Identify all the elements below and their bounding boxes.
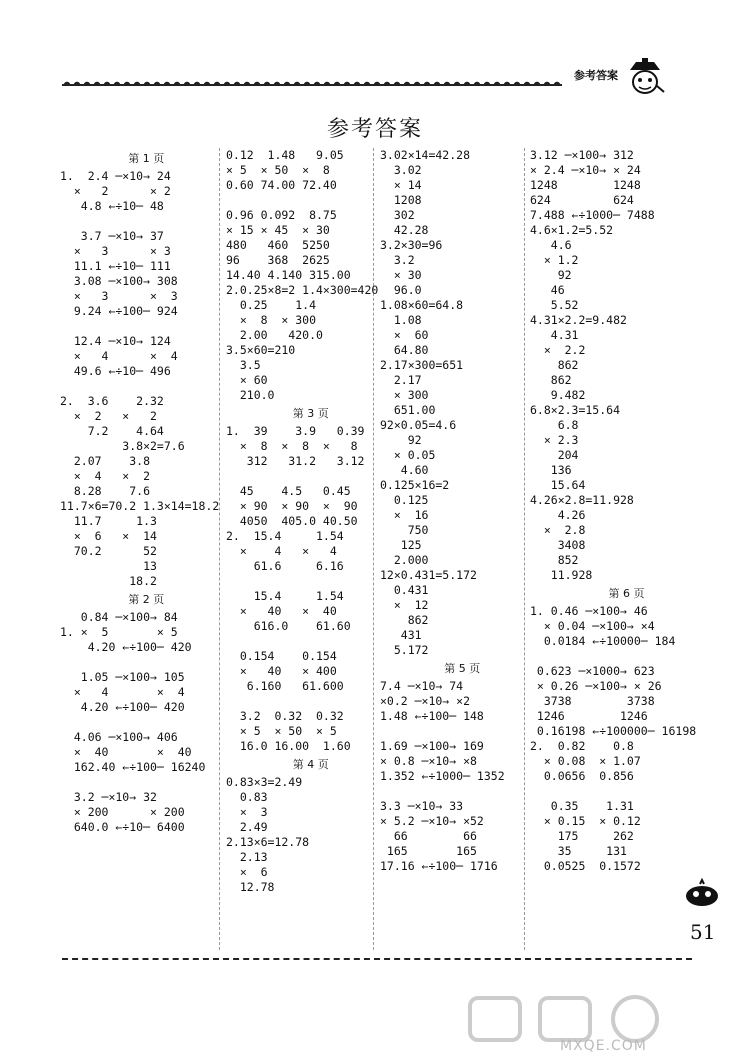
answer-line: 96.0 [380,283,422,297]
answer-line: 1. 2.4 ─×10→ 24 [60,169,171,183]
answer-line: × 0.05 [380,448,436,462]
answer-column-4 [530,148,695,874]
answer-line: 7.2 4.64 [60,424,164,438]
answer-line: 2.07 3.8 [60,454,151,468]
answer-line: × 15 × 45 × 30 [226,223,330,237]
answer-line: 92 [380,433,422,447]
answer-line: × 90 × 90 × 90 [226,499,358,513]
answer-line: 165 165 [380,844,477,858]
answer-line: 651.00 [380,403,436,417]
answer-line: 0.84 ─×100→ 84 [60,610,178,624]
answer-line: 2.49 [226,820,268,834]
answer-line [530,784,695,799]
answer-line: 302 [380,208,415,222]
watermark-text: MXQE.COM [560,1038,647,1054]
answer-line: 616.0 61.60 [226,619,351,633]
answer-line: × 5.2 ─×10→ ×52 [380,814,484,828]
answer-line: × 4 × 2 [60,469,151,483]
answer-line [226,694,371,709]
answer-line: 11.7 1.3 [60,514,157,528]
column-divider [524,148,525,950]
answer-line: 750 [380,523,429,537]
answer-line: × 30 [380,268,422,282]
answer-line: 5.172 [380,643,429,657]
answer-line: 66 66 [380,829,477,843]
answer-line: 1246 1246 [530,709,648,723]
answer-line: 4050 405.0 40.50 [226,514,358,528]
answer-line: × 2.3 [530,433,579,447]
answer-line: × 0.04 ─×100→ ×4 [530,619,655,633]
answer-line: 12×0.431=5.172 [380,568,477,582]
answer-line [226,634,371,649]
answer-line: 46 [530,283,565,297]
page-section-heading: 第 4 页 [268,758,329,771]
answer-line: 4.60 [380,463,429,477]
answer-line: 3738 3738 [530,694,655,708]
answer-line: 12.78 [226,880,275,894]
answer-line: × 12 [380,598,429,612]
answer-line: 0.154 0.154 [226,649,337,663]
answer-line: 480 460 5250 [226,238,330,252]
answer-line: 16.0 16.00 1.60 [226,739,351,753]
answer-line: 0.0525 0.1572 [530,859,641,873]
header-rule [62,84,562,86]
answer-line [60,379,215,394]
answer-line: × 2.4 ─×10→ × 24 [530,163,641,177]
answer-line: 3.2 0.32 0.32 [226,709,344,723]
answer-line: 96 368 2625 [226,253,330,267]
answer-line: 2.0.25×8=2 1.4×300=420 [226,283,379,297]
answer-line: 0.125 [380,493,429,507]
answer-line: 136 [530,463,572,477]
answer-line: 0.125×16=2 [380,478,450,492]
answer-line: 2. 0.82 0.8 [530,739,634,753]
answer-line: 1.08×60=64.8 [380,298,464,312]
answer-line: 0.83×3=2.49 [226,775,303,789]
column-divider [373,148,374,950]
answer-line [530,649,695,664]
answer-column-2 [226,148,379,895]
answer-line [226,469,371,484]
answer-line: × 0.8 ─×10→ ×8 [380,754,477,768]
answer-line: 3.7 ─×10→ 37 [60,229,164,243]
answer-line: 431 [380,628,422,642]
answer-line: 9.482 [530,388,586,402]
answer-line: 3.8×2=7.6 [60,439,185,453]
answer-line: × 300 [380,388,429,402]
answer-line: 3.2×30=96 [380,238,443,252]
answer-line: 4.20 ←÷100─ 420 [60,640,192,654]
answer-line: 9.24 ←÷100─ 924 [60,304,178,318]
answer-line: × 2 × 2 [60,184,171,198]
answer-line: 162.40 ←÷100─ 16240 [60,760,206,774]
answer-line: 862 [530,373,572,387]
answer-line: 35 131 [530,844,627,858]
answer-line: 0.25 1.4 [226,298,317,312]
answer-line: 4.20 ←÷100─ 420 [60,700,185,714]
header-label: 参考答案 [574,69,618,82]
answer-line: ×0.2 ─×10→ ×2 [380,694,471,708]
answer-line: 8.28 7.6 [60,484,151,498]
answer-line: 0.623 ─×1000→ 623 [530,664,655,678]
answer-line: 6.160 61.600 [226,679,344,693]
answer-line: 6.8 [530,418,579,432]
answer-line: 4.06 ─×100→ 406 [60,730,178,744]
answer-line: 640.0 ←÷10─ 6400 [60,820,185,834]
answer-line: 0.83 [226,790,268,804]
answer-line: 3.08 ─×100→ 308 [60,274,178,288]
answer-line: 1. 39 3.9 0.39 [226,424,365,438]
answer-line: × 5 × 50 × 5 [226,724,337,738]
answer-line: 125 [380,538,422,552]
answer-line: 0.35 1.31 [530,799,634,813]
answer-line: 61.6 6.16 [226,559,344,573]
answer-line: × 40 × 40 [226,604,337,618]
column-divider [219,148,220,950]
answer-line: 12.4 ─×10→ 124 [60,334,171,348]
answer-line: 2.17×300=651 [380,358,464,372]
answer-line: × 3 × 3 [60,289,178,303]
answer-line [60,715,215,730]
answer-line: × 8 × 8 × 8 [226,439,358,453]
answer-line: 4.26×2.8=11.928 [530,493,634,507]
answer-line: × 40 × 40 [60,745,192,759]
page-section-heading: 第 6 页 [580,587,645,600]
answer-line: 42.28 [380,223,429,237]
answer-line: 4.31 [530,328,579,342]
answer-line: 92×0.05=4.6 [380,418,457,432]
answer-line: 1.352 ←÷1000─ 1352 [380,769,505,783]
answer-line: 0.96 0.092 8.75 [226,208,337,222]
answer-line: × 3 × 3 [60,244,171,258]
answer-line: 2. 15.4 1.54 [226,529,344,543]
answer-line: × 6 [226,865,268,879]
answer-line: 312 31.2 3.12 [226,454,365,468]
answer-line: 0.12 1.48 9.05 [226,148,344,162]
page-section-heading: 第 2 页 [110,593,165,606]
answer-line: 92 [530,268,572,282]
answer-line: × 60 [226,373,268,387]
answer-line [380,724,520,739]
answer-line: 15.4 1.54 [226,589,344,603]
answer-line: 204 [530,448,579,462]
answer-line: × 4 × 4 [60,349,178,363]
answer-line: × 2 × 2 [60,409,157,423]
answer-line [60,319,215,334]
answer-line: 1.69 ─×100→ 169 [380,739,484,753]
answer-line: 0.0184 ←÷10000─ 184 [530,634,676,648]
page-section-heading: 第 1 页 [110,152,165,165]
answer-line: 0.60 74.00 72.40 [226,178,337,192]
answer-line: × 8 × 300 [226,313,317,327]
answer-line [60,775,215,790]
answer-line: × 3 [226,805,268,819]
answer-line: 4.31×2.2=9.482 [530,313,627,327]
answer-line: 6.8×2.3=15.64 [530,403,621,417]
footer-dashed-rule [62,958,692,960]
answer-line: × 0.26 ─×100→ × 26 [530,679,662,693]
answer-line: 4.6 [530,238,572,252]
answer-line: 862 [530,358,579,372]
answer-line: × 200 × 200 [60,805,185,819]
answer-line: 2.000 [380,553,429,567]
answer-line: 7.488 ←÷1000─ 7488 [530,208,655,222]
answer-line: 1. 0.46 ─×100→ 46 [530,604,648,618]
answer-line: 64.80 [380,343,429,357]
answer-line [60,214,215,229]
answer-line: × 16 [380,508,429,522]
answer-line: 3.2 ─×10→ 32 [60,790,157,804]
answer-line: 852 [530,553,579,567]
answer-line: 0.16198 ←÷100000─ 16198 [530,724,697,738]
answer-line: × 2.8 [530,523,586,537]
answer-line: 3.3 ─×10→ 33 [380,799,464,813]
page-number: 51 [690,920,716,944]
answer-line: 11.7×6=70.2 1.3×14=18.2 [60,499,220,513]
answer-line: × 1.2 [530,253,579,267]
answer-line: 1.05 ─×100→ 105 [60,670,185,684]
answer-line: 18.2 [60,574,157,588]
answer-line: 1.48 ←÷100─ 148 [380,709,484,723]
answer-line: 4.26 [530,508,586,522]
answer-line: 2.17 [380,373,422,387]
answer-line: 1208 [380,193,422,207]
answer-line: 3.2 [380,253,415,267]
answer-line: 2.13 [226,850,268,864]
answer-line: 4.8 ←÷10─ 48 [60,199,164,213]
page-title: 参考答案 [326,117,423,142]
answer-line: 17.16 ←÷100─ 1716 [380,859,498,873]
answer-line [226,193,371,208]
answer-line: 2.13×6=12.78 [226,835,310,849]
answer-line: 1248 1248 [530,178,641,192]
answer-line: 0.431 [380,583,429,597]
answer-line: × 0.15 × 0.12 [530,814,641,828]
answer-line: 3.02×14=42.28 [380,148,471,162]
answer-line [60,655,215,670]
answer-line: 3.5×60=210 [226,343,296,357]
answer-column-3 [380,148,520,874]
answer-line: 2. 3.6 2.32 [60,394,164,408]
page-section-heading: 第 5 页 [419,662,481,675]
answer-line: 5.52 [530,298,579,312]
answer-line: 7.4 ─×10→ 74 [380,679,464,693]
answer-line: 14.40 4.140 315.00 [226,268,351,282]
page-section-heading: 第 3 页 [268,407,329,420]
answer-line: × 5 × 50 × 8 [226,163,330,177]
answer-line: 15.64 [530,478,586,492]
answer-line: × 4 × 4 [60,685,185,699]
answer-line: 0.0656 0.856 [530,769,634,783]
answer-line: × 6 × 14 [60,529,157,543]
answer-line: 624 624 [530,193,634,207]
answer-line: 4.6×1.2=5.52 [530,223,614,237]
answer-line: 2.00 420.0 [226,328,323,342]
answer-line: 70.2 52 [60,544,157,558]
answer-line: 862 [380,613,429,627]
answer-line: 210.0 [226,388,275,402]
answer-line: 175 262 [530,829,634,843]
answer-line: 3.12 ─×100→ 312 [530,148,634,162]
pumpkin-icon [682,878,722,908]
answer-line: × 60 [380,328,429,342]
answer-column-1 [60,148,220,835]
answer-line: × 40 × 400 [226,664,337,678]
answer-line: 49.6 ←÷10─ 496 [60,364,171,378]
answer-line: 1. × 5 × 5 [60,625,178,639]
answer-line: 11.928 [530,568,593,582]
answer-line: 3408 [530,538,586,552]
answer-line [226,574,371,589]
answer-line: 3.02 [380,163,422,177]
answer-line: 1.08 [380,313,422,327]
answer-line: 13 [60,559,157,573]
answer-line: × 14 [380,178,422,192]
answer-line: × 0.08 × 1.07 [530,754,641,768]
answer-line: 11.1 ←÷10─ 111 [60,259,171,273]
answer-line: 3.5 [226,358,261,372]
answer-line: 45 4.5 0.45 [226,484,351,498]
mascot-icon [624,56,666,96]
answer-line: × 4 × 4 [226,544,337,558]
answer-line: × 2.2 [530,343,586,357]
answer-line [380,784,520,799]
